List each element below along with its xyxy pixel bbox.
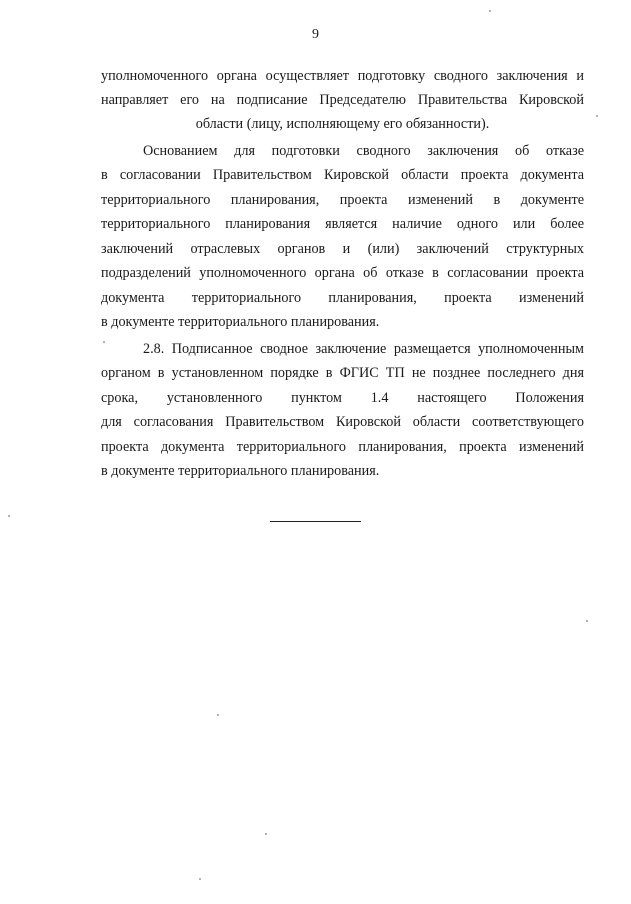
- text-line: документа территориального планирования, проекта изменений: [101, 290, 584, 306]
- scan-speck: [8, 515, 10, 517]
- scan-speck: [489, 10, 491, 12]
- scan-speck: [199, 878, 201, 880]
- text-line: уполномоченного органа осуществляет подготовку сводного заключения и: [101, 68, 584, 84]
- scan-speck: [217, 714, 219, 716]
- text-line: срока, установленного пунктом 1.4 настоящего Положения: [101, 390, 584, 406]
- text-line: подразделений уполномоченного органа об отказе в согласовании проекта: [101, 265, 584, 281]
- text-line: для согласования Правительством Кировской области соответствующего: [101, 414, 584, 430]
- scan-speck: [103, 341, 105, 343]
- text-line: территориального планирования, проекта изменений в документе: [101, 192, 584, 208]
- text-line: органом в установленном порядке в ФГИС ТП не позднее последнего дня: [101, 365, 584, 381]
- text-line: 2.8. Подписанное сводное заключение размещается уполномоченным: [143, 341, 584, 357]
- text-line: области (лицу, исполняющему его обязанности).: [195, 116, 490, 132]
- page-number: 9: [312, 27, 319, 42]
- scan-speck: [586, 620, 588, 622]
- end-divider: [270, 521, 361, 522]
- text-line: территориального планирования является наличие одного или более: [101, 216, 584, 232]
- text-line: направляет его на подписание Председателю Правительства Кировской: [101, 92, 584, 108]
- scan-speck: [596, 115, 598, 117]
- text-line: в документе территориального планирования.: [101, 463, 380, 479]
- text-line: проекта документа территориального планирования, проекта изменений: [101, 439, 584, 455]
- scan-speck: [265, 833, 267, 835]
- text-line: Основанием для подготовки сводного заключения об отказе: [143, 143, 584, 159]
- text-line: в согласовании Правительством Кировской области проекта документа: [101, 167, 584, 183]
- text-line: заключений отраслевых органов и (или) заключений структурных: [101, 241, 584, 257]
- text-line: в документе территориального планирования.: [101, 314, 380, 330]
